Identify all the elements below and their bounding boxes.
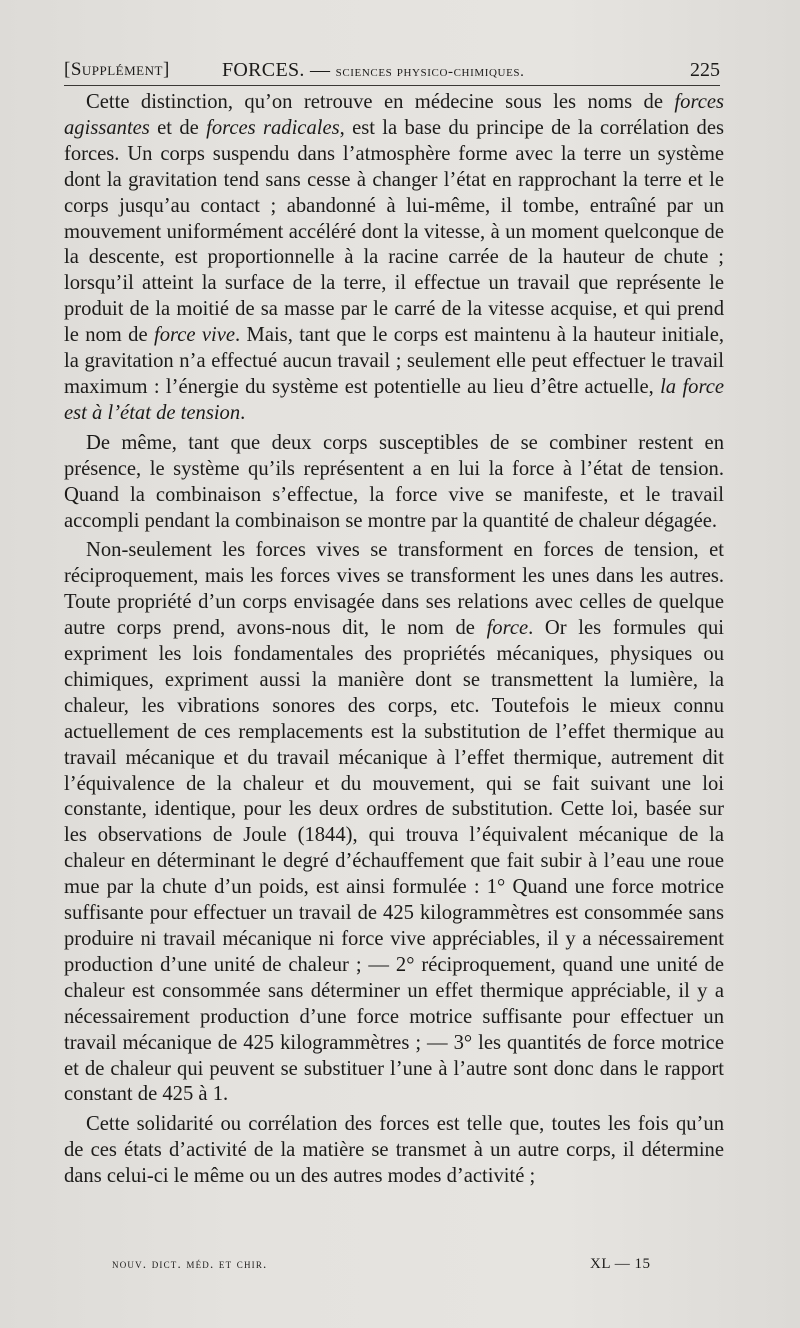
text-run: Cette distinction, qu’on retrouve en médecine sous les noms de	[86, 91, 675, 113]
italic-run: force vive	[153, 324, 236, 347]
body-text	[64, 90, 724, 1194]
text-run: Non-seulement les forces vives se transforment en forces de tension, et réciproquement, mais les forces vives se transforment les unes dans les autres. Toute propriété d’un corps envisagée dans ses relations avec celles de quelque autre corps prend, avons-nous dit, le nom de	[64, 539, 724, 640]
text-run: . Mais, tant que le corps est maintenu à la hauteur initiale, la gravitation n’a effectué aucun travail ; seulement elle peut effectuer le travail maximum : l’énergie du système est potentielle au lieu d’être actuelle,	[64, 324, 725, 398]
paragraph	[64, 538, 724, 1108]
header-subtitle: sciences physico-chimiques.	[335, 64, 525, 80]
section-label: [Supplément]	[64, 59, 170, 80]
text-run: Cette solidarité ou corrélation des forces est telle que, toutes les fois qu’un de ces états d’activité de la matière se transmet à un autre corps, il détermine dans celui-ci le même ou un des autres modes d’activité ;	[64, 1113, 724, 1188]
page-footer	[112, 1252, 652, 1276]
paragraph	[64, 90, 724, 427]
italic-run: force	[486, 617, 529, 640]
footer-publication: nouv. dict. méd. et chir.	[112, 1256, 268, 1271]
text-run: . Or les formules qui expriment les lois fondamentales des propriétés mécaniques, physiques ou chimiques, expriment aussi la manière dont se transmettent la lumière, la chaleur, les vibrations sonores des corps, etc. Toutefois le mieux connu actuellement de ces remplacements est la substitution de l’effet thermique au travail mécanique et du travail mécanique à l’effet thermique, autrement dit l’équivalence de la chaleur et du mouvement, qui se fait suivant une loi constante, identique, pour les deux ordres de substitution. Cette loi, basée sur les observations de Joule (1844), qui trouva l’équivalent mécanique de la chaleur en déterminant le degré d’échauffement que fait subir à l’eau une roue mue par la chute d’un poids, est ainsi formulée : 1° Quand une force motrice suffisante pour effectuer un travail de 425 kilogrammètres est consommée sans produire ni travail mécanique ni force vive appréciables, il y a nécessairement production d’une unité de chaleur ; — 2° réciproquement, quand une unité de chaleur est consommée sans déterminer un effet thermique appréciable, il y a nécessairement production d’une force motrice suffisante pour effectuer un travail mécanique de 425 kilogrammètres ; — 3° les quantités de force motrice et de chaleur qui peuvent se substituer l’une à l’autre sont donc dans le rapport constant de 425 à 1.	[64, 617, 724, 1106]
header-title-group	[222, 55, 524, 87]
running-header	[64, 55, 720, 86]
italic-run: forces agissantes	[64, 91, 724, 139]
italic-run: forces radicales	[206, 116, 340, 139]
paragraph	[64, 1112, 724, 1190]
header-dash: —	[310, 59, 331, 81]
text-run: De même, tant que deux corps susceptibles de se combiner restent en présence, le système qu’ils représentent a en lui la force à l’état de tension. Quand la combinaison s’effectue, la force vive se manifeste, et le travail accompli pendant la combinaison se montre par la quantité de chaleur dégagée.	[64, 431, 724, 532]
text-run: , est la base du principe de la corrélation des forces. Un corps suspendu dans l’atmosphère forme avec la terre un système dont la gravitation tend sans cesse à changer l’état en rapprochant la terre et le corps jusqu’au contact ; abandonné à lui-même, il tombe, entraîné par un mouvement uniformément accéléré dont la vitesse, à un moment quelconque de la descente, est proportionnelle à la racine carrée de la hauteur de chute ; lorsqu’il atteint la surface de la terre, il effectue un travail que représente le produit de la moitié de sa masse par le carré de la vitesse acquise, et qui prend le nom de	[64, 116, 724, 347]
text-run: et de	[149, 116, 207, 139]
page-number: 225	[690, 59, 720, 81]
footer-signature: XL — 15	[590, 1256, 651, 1272]
header-title: FORCES.	[222, 59, 305, 81]
text-run: .	[240, 401, 246, 424]
paragraph	[64, 431, 724, 535]
italic-run: la force est à l’état de tension	[64, 375, 724, 424]
